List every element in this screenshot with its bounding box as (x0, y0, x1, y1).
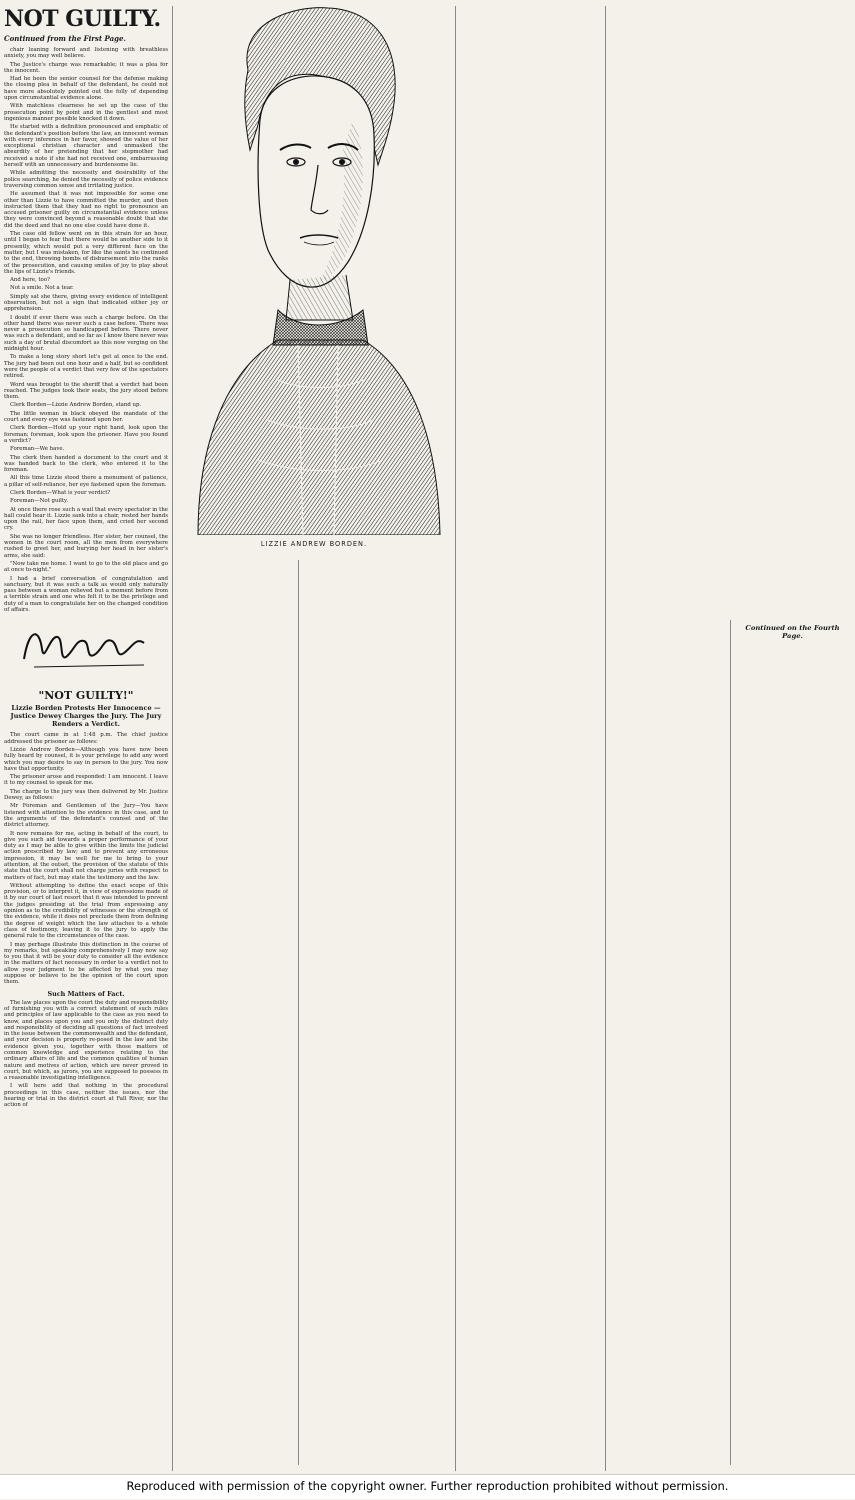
paragraph: I may perhaps illustrate this distinction in the course of my remarks, but speaking comprehensively I may now say to you that it will be your duty to consider all the evidence in the matters of fact necessary in order to a verdict not to allow your judgment to be affected by what you may suppose or believe to be the opinion of the court upon them. (4, 941, 168, 986)
paragraph: With matchless clearness he set up the case of the prosecution point by point and in the gentlest and most ingenious manner possible knocked it down. (4, 103, 168, 122)
autograph-caption: "NOT GUILTY!" (38, 689, 134, 703)
paragraph: The law places upon the court the duty and responsibility of furnishing you with a correct statement of such rules and principles of law applicable to the case as you need to know, and places upon you and you only the distinct duty and responsibility of deciding all questions of fact involved in the issue between the commonwealth and the defendant, and your decision is properly re-posed in the law and the evidence given you, together with those matters of common knowledge and experience relating to the ordinary affairs of life and the common qualities of human nature and motives of action, which are never proved in court, but which, as jurors, you are supposed to possess in a reasonable investigating intelligence. (4, 999, 168, 1082)
column-6 (734, 620, 851, 1470)
headline: NOT GUILTY. (4, 6, 161, 32)
paragraph: Lizzie Andrew Borden—Although you have now been fully heard by counsel, it is your privilege to add any word which you may desire to say in person to the jury. You now have that opportunity. (4, 746, 168, 772)
column-2 (177, 555, 295, 1470)
paragraph: Without attempting to define the exact scope of this provision, or to interpret it, in view of expressions made of it by our court of last resort that it was intended to prevent the judges presiding at the trial from expressing any opinion as to the credibility of witnesses or the strength of the evidence, while it does not preclude them from defining the degree of weight which the law attaches to a whole class of testimony, leaving it to the jury to apply the general rule to the circumstances of the case. (4, 882, 168, 940)
paragraph: Not a smile. Not a tear. (10, 285, 74, 292)
paragraph: The clerk then handed a document to the court and it was handed back to the clerk, who entered it to the foreman. (4, 454, 168, 474)
column-1-body (4, 47, 168, 1109)
continued-from: Continued from the First Page. (4, 34, 126, 43)
column-rule (455, 6, 456, 1471)
subheading: Such Matters of Fact. (47, 989, 125, 998)
paragraph: She was no longer friendless. Her sister, her counsel, the women in the court room, all the men from everywhere rushed to greet her, and burying her head in her sister's arms, she said: (4, 533, 168, 559)
column-5 (609, 620, 727, 1470)
paragraph: The little woman in black obeyed the mandate of the court and every eye was fastened upon her. (4, 410, 168, 424)
column-rule (172, 6, 173, 1471)
paragraph: Mr Foreman and Gentlemen of the Jury—You have listened with attention to the evidence in this case, and to the arguments of the defendant's counsel and of the district attorney. (4, 803, 168, 829)
paragraph: The charge to the jury was then delivered by Mr. Justice Dewey, as follows: (4, 788, 168, 802)
paragraph: Clerk Borden—Hold up your right hand, look upon the foreman; foreman, look upon the prisoner. Have you found a verdict? (4, 425, 168, 444)
paragraph: Foreman—Not guilty. (10, 498, 69, 505)
paragraph: And here, too? (10, 277, 50, 284)
copyright-notice: Reproduced with permission of the copyright owner. Further reproduction prohibited without permission. (0, 1474, 855, 1499)
paragraph: The Justice's charge was remarkable; it was a plea for the innocent. (4, 61, 168, 74)
column-6-body (734, 624, 851, 640)
paragraph: I doubt if ever there was such a charge before. On the other hand there was never such a case before. There was never a prosecution so handicapped before. There never was such a defendant, and so far as I know there never was such a day of brutal discomfort as this now verging on the midnight hour. (4, 314, 168, 353)
autograph-signature (4, 619, 168, 677)
paragraph: While admitting the necessity and desirability of the police searching, he denied the necessity of police evidence traversing common sense and irritating justice. (4, 170, 168, 189)
paragraph: "Now take me home. I want to go to the old place and go at once to-night." (4, 560, 168, 574)
column-4 (459, 4, 602, 1470)
column-3 (302, 555, 452, 1470)
paragraph: All this time Lizzie stood there a monument of patience, a pillar of self-reliance, her eye fastened upon the foreman. (4, 475, 168, 488)
paragraph: chair leaning forward and listening with breathless anxiety, you may well believe. (4, 47, 168, 60)
paragraph: Had he been the senior counsel for the defense making the closing plea in behalf of the defendant, he could not have more absolutely pointed out the folly of depending upon circumstantial evidence alone. (4, 76, 168, 102)
paragraph: I had a brief conversation of congratulation and sanctuary, but it was such a talk as would only naturally pass between a woman relieved but a moment before from a terrible strain and one who felt it to be the privilege and duty of a man to congratulate her on the changed condition of affairs. (4, 575, 168, 614)
paragraph: Clerk Borden—Lizzie Andrew Borden, stand up. (10, 402, 142, 409)
column-1 (4, 0, 168, 1470)
paragraph: The court came in at 1:48 p.m. The chief justice addressed the prisoner as follows: (4, 732, 168, 745)
paragraph: The case old fellow went on in this strain for an hour, until I began to fear that there would be another side to it presently, which would put a very different face on the matter, but I was mistaken, for like the saints he continued to the end, throwing bombs of disbursement into the ranks of the prosecution, and causing smiles of joy to play about the lips of Lizzie's friends. (4, 231, 168, 275)
paragraph: He assumed that it was not impossible for some one other than Lizzie to have committed the murder, and then instructed them that they had no right to pronounce an accused prisoner guilty on circumstantial evidence unless they were convinced beyond a reasonable doubt that she did the deed and that no one else could have done it. (4, 191, 168, 229)
column-rule (298, 560, 299, 1465)
paragraph: The prisoner arose and responded: I am innocent. I leave it to my counsel to speak for me. (4, 774, 168, 787)
column-5-6-top (609, 4, 851, 616)
column-rule (730, 620, 731, 1465)
portrait-caption: LIZZIE ANDREW BORDEN. (260, 540, 368, 548)
paragraph: Foreman—We have. (10, 446, 65, 453)
paragraph: At once there rose such a wail that every spectator in the hall could hear it. Lizzie sank into a chair, rested her hands upon the rail, her face upon them, and cried her second cry. (4, 506, 168, 532)
paragraph: It now remains for me, acting in behalf of the court, to give you such aid towards a proper performance of your duty as I may be able to give within the limits the judicial action prescribed by law; and to prevent any erroneous impression, it may be well for me to bring to your attention, at the outset, the provision of the statute of this state that the court shall not charge juries with respect to matters of fact, but may state the testimony and the law. (4, 830, 168, 881)
paragraph: To make a long story short let's get at once to the end. The jury had been out one hour and a half, but so confident were the people of a verdict that very few of the spectators retired. (4, 354, 168, 380)
continued-to: Continued on the Fourth Page. (745, 624, 840, 640)
paragraph: He started with a definition pronounced and emphatic of the defendant's position before the law, an innocent woman with every inference in her favor, showed the value of her exceptional christian character and unmasked the absurdity of her pretending that her stepmother had received a note if she had not received one, embarrassing herself with an unnecessary and burdensome lie. (4, 124, 168, 169)
paragraph: I will here add that nothing in the procedural proceedings in this case, neither the issues, nor the hearing or trial in the district court at Fall River, nor the action of (4, 1083, 168, 1109)
portrait-illustration (178, 0, 450, 535)
paragraph: Word was brought to the sheriff that a verdict had been reached. The judges took their seats, the jury stood before them. (4, 381, 168, 401)
paragraph: Simply sat she there, giving every evidence of intelligent observation, but not a sign that indicated either joy or apprehension. (4, 293, 168, 313)
column-rule (605, 6, 606, 1471)
deck: Lizzie Borden Protests Her Innocence —Justice Dewey Charges the Jury. The Jury Renders a Verdict. (10, 704, 162, 729)
paragraph: Clerk Borden—What is your verdict? (10, 490, 111, 496)
